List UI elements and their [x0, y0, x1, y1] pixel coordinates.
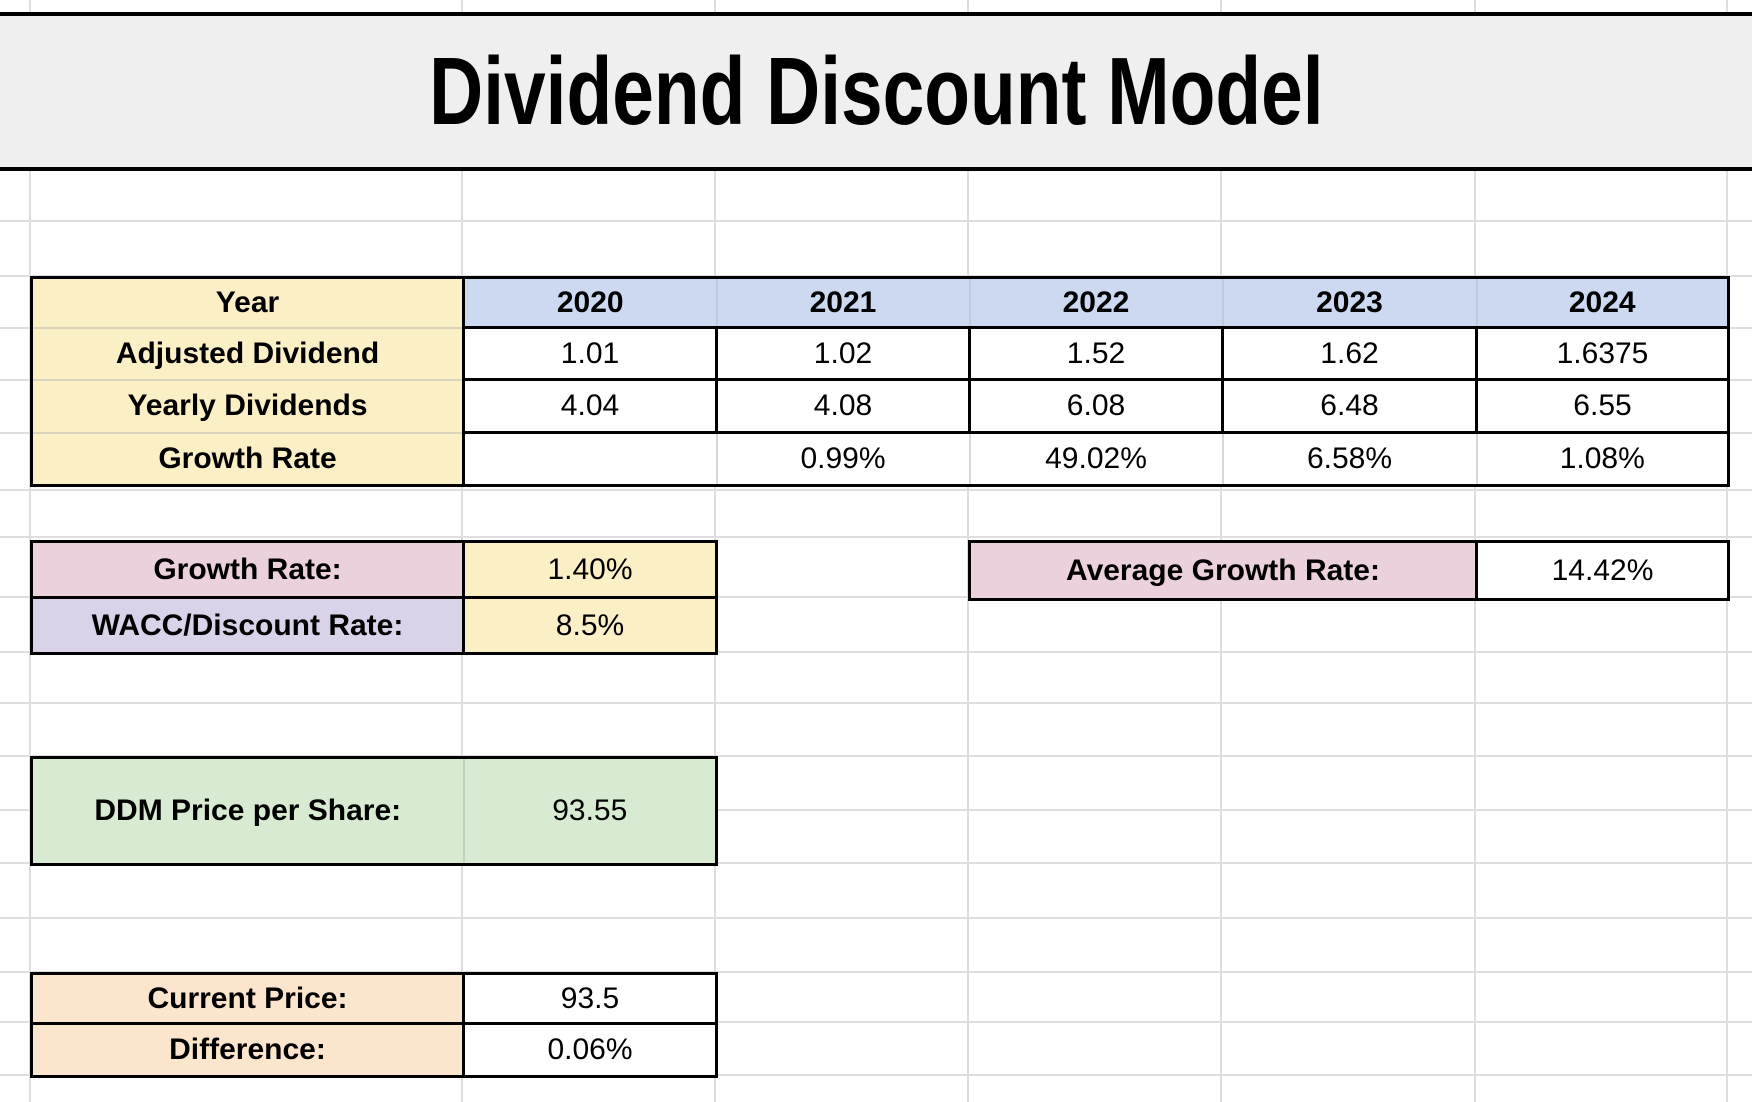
- ddm-price-label-cell[interactable]: DDM Price per Share:: [32, 758, 464, 865]
- title-banner[interactable]: [0, 12, 1752, 171]
- value-cell[interactable]: 1.62: [1223, 328, 1477, 380]
- assumptions-table: [30, 540, 718, 655]
- year-header-cell[interactable]: 2024: [1477, 278, 1729, 328]
- value-cell[interactable]: 4.04: [464, 380, 717, 433]
- year-header-cell[interactable]: 2020: [464, 278, 717, 328]
- table-row: [32, 380, 1729, 433]
- row-label-cell[interactable]: Yearly Dividends: [32, 380, 464, 433]
- growth-rate-value-cell[interactable]: 1.40%: [464, 542, 717, 598]
- current-price-label-cell[interactable]: Current Price:: [32, 974, 464, 1024]
- average-growth-label-cell[interactable]: Average Growth Rate:: [970, 542, 1477, 600]
- table-row: [32, 278, 1729, 328]
- table-row: [32, 974, 717, 1024]
- value-cell[interactable]: 1.01: [464, 328, 717, 380]
- average-growth-table: [968, 540, 1730, 601]
- wacc-label-cell[interactable]: WACC/Discount Rate:: [32, 598, 464, 654]
- wacc-value-cell[interactable]: 8.5%: [464, 598, 717, 654]
- current-price-value-cell[interactable]: 93.5: [464, 974, 717, 1024]
- value-cell[interactable]: 1.08%: [1477, 433, 1729, 486]
- value-cell[interactable]: 1.02: [717, 328, 970, 380]
- year-header-cell[interactable]: 2021: [717, 278, 970, 328]
- value-cell[interactable]: 4.08: [717, 380, 970, 433]
- value-cell[interactable]: 49.02%: [970, 433, 1223, 486]
- ddm-price-value-cell[interactable]: 93.55: [464, 758, 717, 865]
- sheet-title: Dividend Discount Model: [428, 37, 1324, 145]
- row-label-cell[interactable]: Growth Rate: [32, 433, 464, 486]
- table-row: [32, 328, 1729, 380]
- difference-value-cell[interactable]: 0.06%: [464, 1024, 717, 1077]
- value-cell[interactable]: [464, 433, 717, 486]
- year-header-cell[interactable]: 2023: [1223, 278, 1477, 328]
- table-row: [32, 598, 717, 654]
- value-cell[interactable]: 6.55: [1477, 380, 1729, 433]
- table-row: [32, 758, 717, 865]
- ddm-price-box: [30, 756, 718, 866]
- price-comparison-table: [30, 972, 718, 1078]
- value-cell[interactable]: 1.52: [970, 328, 1223, 380]
- dividend-table: [30, 276, 1730, 487]
- value-cell[interactable]: 6.08: [970, 380, 1223, 433]
- table-row: [32, 433, 1729, 486]
- average-growth-value-cell[interactable]: 14.42%: [1477, 542, 1729, 600]
- difference-label-cell[interactable]: Difference:: [32, 1024, 464, 1077]
- year-header-cell[interactable]: 2022: [970, 278, 1223, 328]
- value-cell[interactable]: 0.99%: [717, 433, 970, 486]
- growth-rate-label-cell[interactable]: Growth Rate:: [32, 542, 464, 598]
- value-cell[interactable]: 1.6375: [1477, 328, 1729, 380]
- table-row: [32, 542, 717, 598]
- table-row: [970, 542, 1729, 600]
- row-label-cell[interactable]: Adjusted Dividend: [32, 328, 464, 380]
- table-row: [32, 1024, 717, 1077]
- value-cell[interactable]: 6.58%: [1223, 433, 1477, 486]
- row-label-cell[interactable]: Year: [32, 278, 464, 328]
- value-cell[interactable]: 6.48: [1223, 380, 1477, 433]
